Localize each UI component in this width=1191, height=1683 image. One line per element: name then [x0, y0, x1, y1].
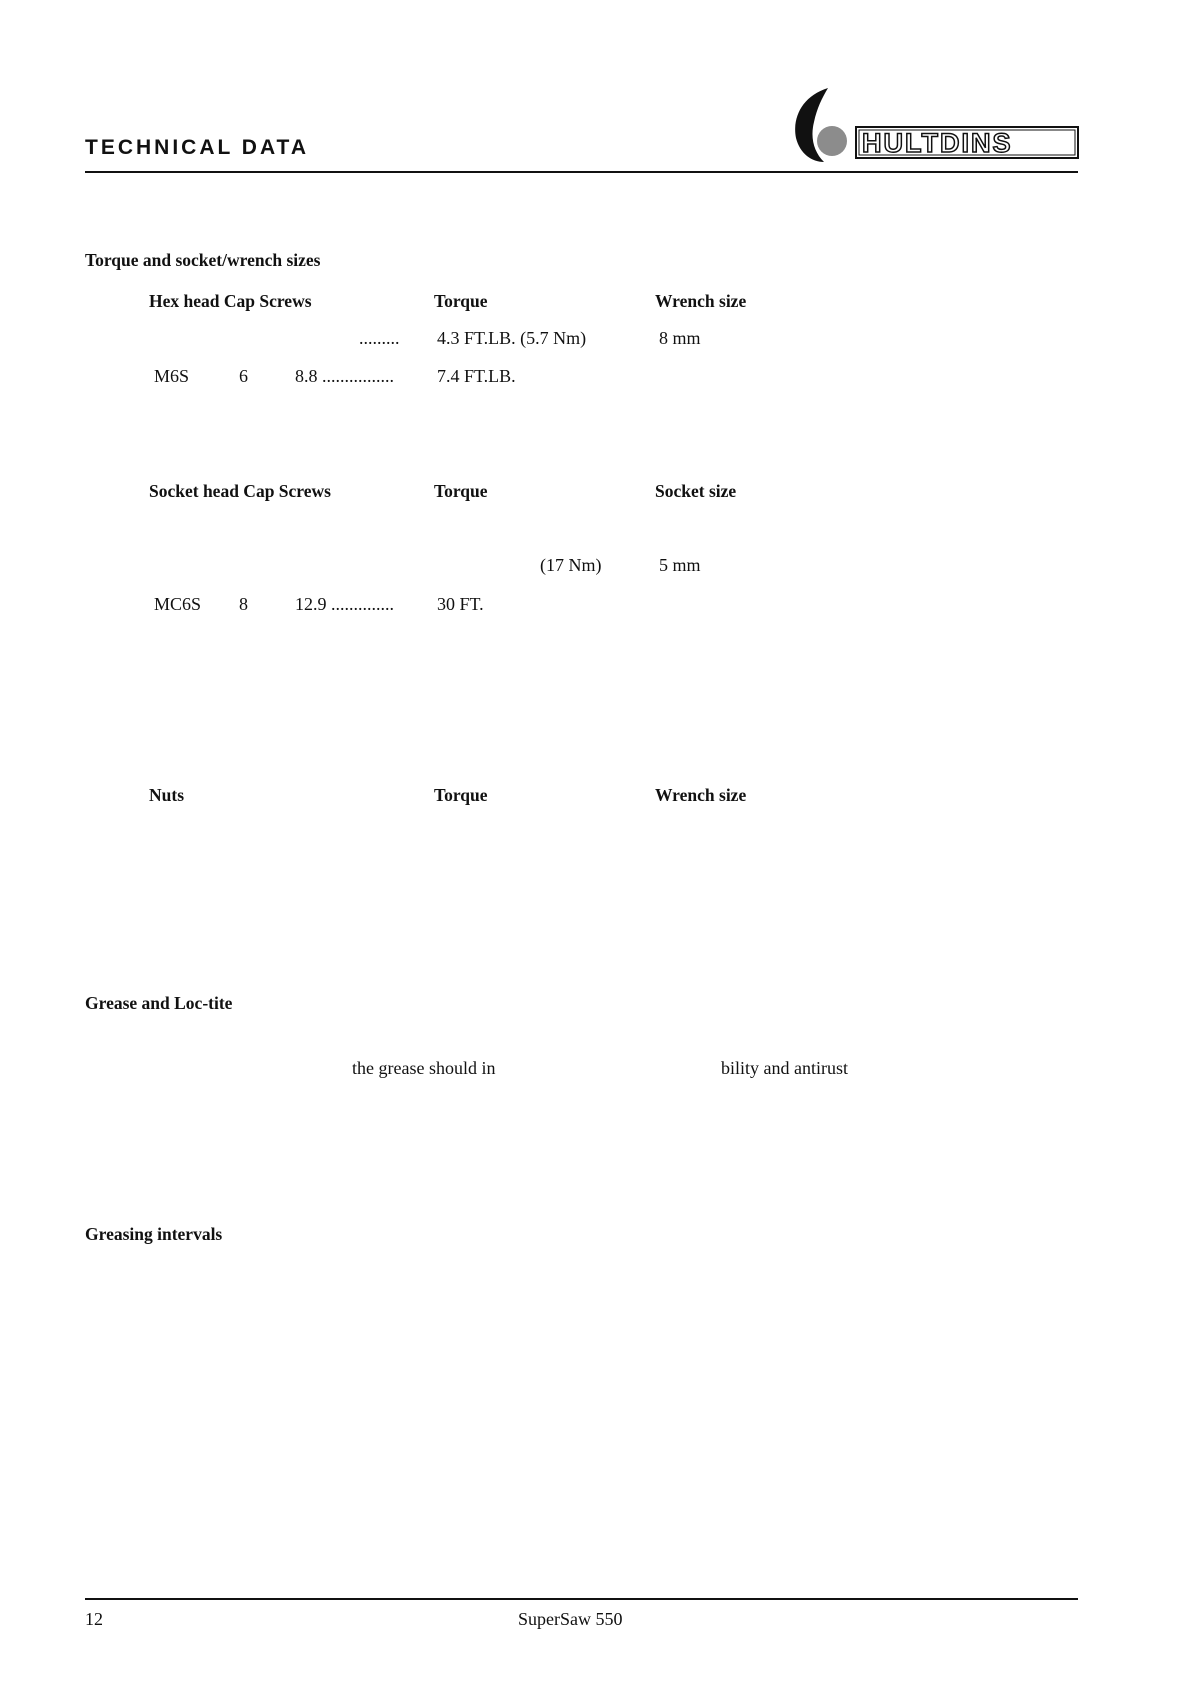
footer-rule [85, 1598, 1078, 1600]
logo-wordmark: HULTDINS [862, 128, 1013, 158]
section-title-greasing-intervals: Greasing intervals [85, 1224, 223, 1244]
hex-row1-torque: 4.3 FT.LB. (5.7 Nm) [437, 328, 587, 348]
page-title: TECHNICAL DATA [85, 136, 309, 159]
section-title-grease: Grease and Loc-tite [85, 993, 233, 1013]
hex-row2-torque: 7.4 FT.LB. [437, 366, 516, 386]
hex-row2-name: M6S [154, 366, 190, 386]
socket-row2-torque: 30 FT. [437, 594, 484, 614]
socket-column-header-name: Socket head Cap Screws [149, 481, 331, 501]
hex-column-header-wrench: Wrench size [655, 291, 747, 311]
grease-text-fragment-1: the grease should in [352, 1058, 496, 1078]
socket-row2-name: MC6S [154, 594, 202, 614]
socket-column-header-size: Socket size [655, 481, 737, 501]
nuts-column-header-name: Nuts [149, 785, 185, 805]
header-rule [85, 171, 1078, 173]
hex-column-header-name: Hex head Cap Screws [149, 291, 312, 311]
nuts-column-header-wrench: Wrench size [655, 785, 747, 805]
hex-row2-dim: 6 [239, 366, 248, 386]
nuts-column-header-torque: Torque [434, 785, 488, 805]
footer-product-name: SuperSaw 550 [518, 1609, 623, 1629]
socket-column-header-torque: Torque [434, 481, 488, 501]
hex-row1-dots: ......... [359, 328, 400, 348]
hultdins-logo [790, 86, 1080, 164]
hex-row2-grade: 8.8 ................ [295, 366, 394, 386]
socket-row2-dim: 8 [239, 594, 248, 614]
hex-column-header-torque: Torque [434, 291, 488, 311]
section-title-torque: Torque and socket/wrench sizes [85, 250, 321, 270]
socket-row2-grade: 12.9 .............. [295, 594, 394, 614]
page-number: 12 [85, 1609, 103, 1629]
hex-row1-size: 8 mm [659, 328, 701, 348]
socket-row1-size: 5 mm [659, 555, 701, 575]
socket-row1-torque: (17 Nm) [540, 555, 602, 575]
grease-text-fragment-2: bility and antirust [721, 1058, 848, 1078]
